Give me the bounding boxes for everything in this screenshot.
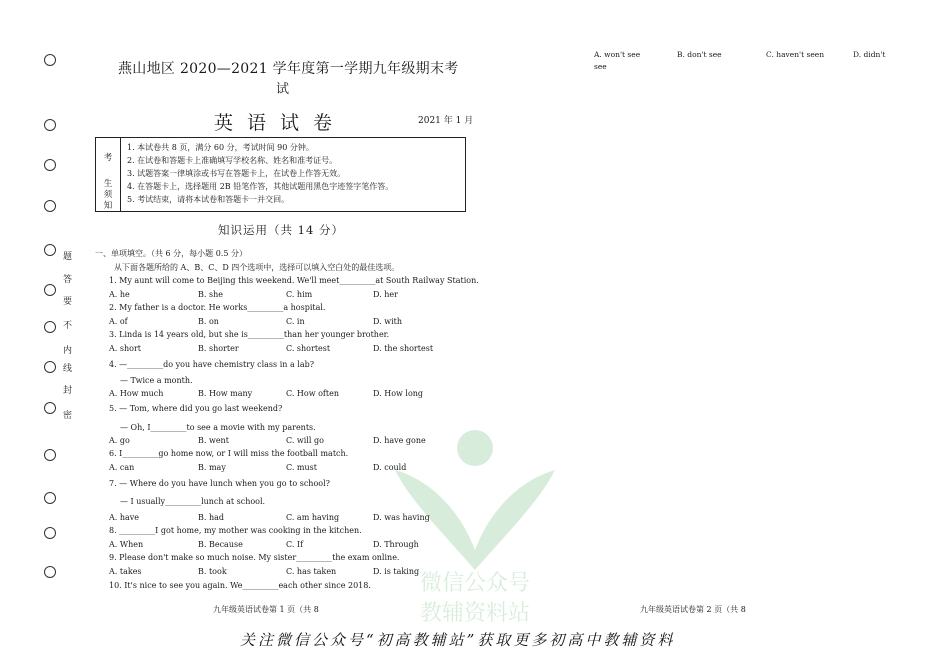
note-item: 4. 在答题卡上，选择题用 2B 铅笔作答，其他试题用黑色字迹签字笔作答。 [127, 182, 394, 191]
option-a: A. can [109, 463, 135, 472]
main-title: 英语试卷 [214, 112, 347, 134]
option-a: A. takes [109, 567, 142, 576]
option-d: D. have gone [373, 436, 426, 445]
watermark-dot [457, 430, 493, 466]
question-5: 5. — Tom, where did you go last weekend? [109, 404, 283, 413]
notes-label-char: 须 [103, 190, 113, 200]
binding-margin-char: 题 [63, 252, 73, 262]
binding-hole [44, 244, 56, 256]
question-6: 6. I_________go home now, or I will miss the football match. [109, 449, 349, 458]
binding-margin-char: 要 [63, 297, 73, 307]
notes-label-char: 生 [103, 179, 113, 189]
part-heading: 一、单项填空。（共 6 分，每小题 0.5 分） [95, 249, 247, 258]
option-c: C. shortest [286, 344, 331, 353]
question-7-reply: — I usually_________lunch at school. [120, 497, 266, 506]
section-title: 知识运用（共 14 分） [218, 223, 344, 237]
option-a: A. he [109, 290, 130, 299]
candidate-notes-box [95, 137, 466, 212]
binding-hole [44, 119, 56, 131]
option-b: B. she [198, 290, 223, 299]
note-item: 3. 试题答案一律填涂或书写在答题卡上，在试卷上作答无效。 [127, 169, 346, 178]
part-instruction: 从下面各题所给的 A、B、C、D 四个选项中，选择可以填入空白处的最佳选项。 [114, 263, 400, 272]
option-d: D. Through [373, 540, 419, 549]
option-d: D. her [373, 290, 398, 299]
page-footer-right: 九年级英语试卷第 2 页（共 8 [640, 605, 746, 614]
question-4: 4. —_________do you have chemistry class in a lab? [109, 360, 314, 369]
binding-margin-char: 线 [63, 364, 73, 374]
option-a: A. go [109, 436, 130, 445]
exam-title-continued: 试 [276, 82, 290, 97]
note-item: 1. 本试卷共 8 页，满分 60 分，考试时间 90 分钟。 [127, 143, 314, 152]
binding-hole [44, 54, 56, 66]
option-d: D. How long [373, 389, 424, 398]
option-b: B. had [198, 513, 225, 522]
binding-margin-char: 答 [63, 275, 73, 285]
notes-label [96, 138, 121, 211]
binding-hole [44, 492, 56, 504]
question-7: 7. — Where do you have lunch when you go to school? [109, 479, 330, 488]
option-d: D. is taking [373, 567, 420, 576]
option-d: D. with [373, 317, 402, 326]
question-10: 10. It's nice to see you again. We_________each other since 2018. [109, 581, 371, 590]
option-c: C. has taken [286, 567, 337, 576]
binding-hole [44, 527, 56, 539]
right-option-c: C. haven't seen [766, 50, 825, 59]
notes-list [127, 141, 393, 206]
option-a: A. have [109, 513, 140, 522]
question-2: 2. My father is a doctor. He works_________a hospital. [109, 303, 326, 312]
question-8: 8. _________I got home, my mother was cooking in the kitchen. [109, 526, 362, 535]
binding-hole [44, 361, 56, 373]
option-c: C. am having [286, 513, 340, 522]
option-b: B. took [198, 567, 227, 576]
binding-hole [44, 284, 56, 296]
option-b: B. may [198, 463, 226, 472]
binding-hole [44, 449, 56, 461]
question-3: 3. Linda is 14 years old, but she is_________than her younger brother. [109, 330, 390, 339]
promo-banner: 关注微信公众号“初高教辅站”获取更多初高中教辅资料 [240, 631, 676, 649]
option-c: C. If [286, 540, 304, 549]
binding-margin-char: 内 [63, 346, 73, 356]
right-option-d: D. didn't [853, 50, 886, 59]
option-c: C. How often [286, 389, 339, 398]
option-a: A. short [109, 344, 141, 353]
option-b: B. shorter [198, 344, 239, 353]
option-d: D. could [373, 463, 407, 472]
binding-margin-char: 封 [63, 386, 73, 396]
binding-hole [44, 402, 56, 414]
note-item: 5. 考试结束，请将本试卷和答题卡一并交回。 [127, 195, 290, 204]
option-c: C. in [286, 317, 305, 326]
binding-hole [44, 566, 56, 578]
notes-label-char: 知 [103, 201, 113, 211]
option-d: D. the shortest [373, 344, 434, 353]
option-d: D. was having [373, 513, 430, 522]
right-option-a: A. won't see [594, 50, 641, 59]
right-option-b: B. don't see [677, 50, 722, 59]
binding-margin-char: 密 [63, 411, 73, 421]
binding-hole [44, 159, 56, 171]
right-option-a-continued: see [594, 62, 607, 71]
option-a: A. of [109, 317, 128, 326]
option-b: B. Because [198, 540, 243, 549]
option-a: A. How much [109, 389, 164, 398]
option-a: A. When [109, 540, 144, 549]
option-b: B. How many [198, 389, 253, 398]
binding-hole [44, 200, 56, 212]
watermark-leaf-right [475, 470, 555, 570]
notes-label-char: 考 [103, 153, 113, 163]
exam-title: 燕山地区 2020—2021 学年度第一学期九年级期末考 [118, 61, 459, 77]
question-9: 9. Please don't make so much noise. My sister_________the exam online. [109, 553, 400, 562]
page-footer-left: 九年级英语试卷第 1 页（共 8 [213, 605, 319, 614]
binding-margin-char: 不 [63, 321, 73, 331]
watermark-logo [380, 420, 570, 630]
watermark-text-2: 教辅资料站 [419, 601, 531, 626]
question-4-reply: — Twice a month. [120, 376, 193, 385]
note-item: 2. 在试卷和答题卡上准确填写学校名称、姓名和准考证号。 [127, 156, 338, 165]
option-b: B. on [198, 317, 219, 326]
question-1: 1. My aunt will come to Beijing this weekend. We'll meet_________at South Railway Station. [109, 276, 479, 285]
binding-hole [44, 321, 56, 333]
option-c: C. must [286, 463, 317, 472]
exam-date: 2021 年 1 月 [418, 116, 474, 126]
option-b: B. went [198, 436, 229, 445]
watermark-text-1: 微信公众号 [419, 571, 531, 596]
option-c: C. will go [286, 436, 324, 445]
option-c: C. him [286, 290, 313, 299]
question-5-reply: — Oh, I_________to see a movie with my parents. [120, 423, 316, 432]
